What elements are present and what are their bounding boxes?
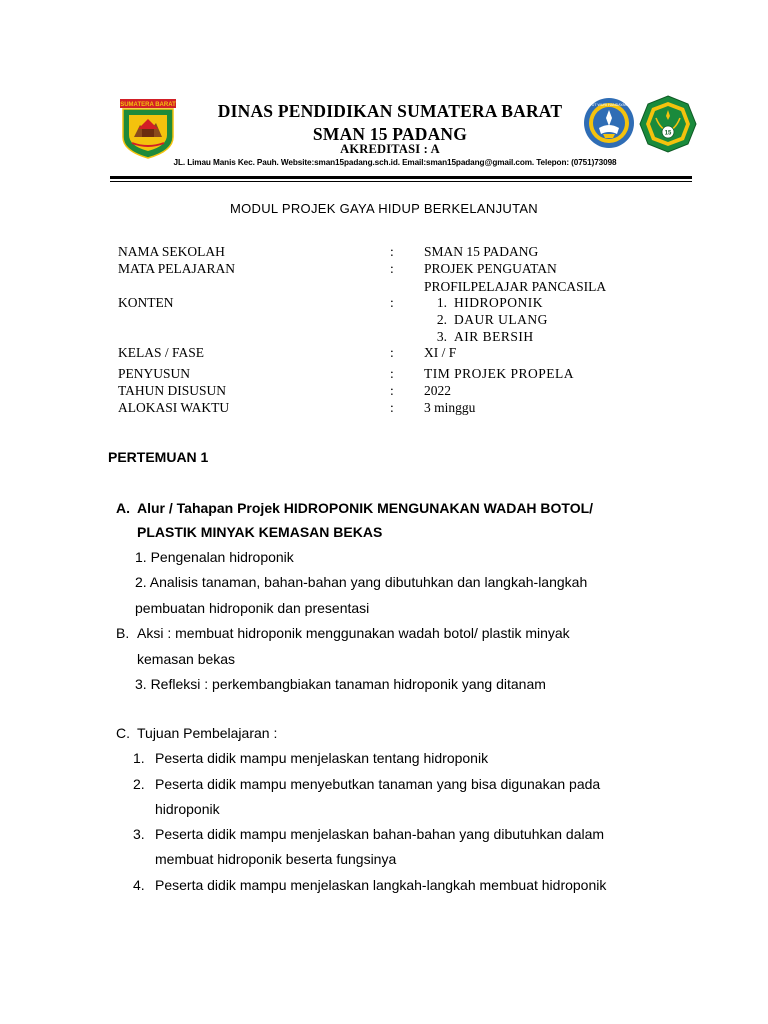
section-b-item: 3. Refleksi : perkembangbiakan tanaman hidroponik yang ditanam [135,676,546,692]
section-a-title-line1: Alur / Tahapan Projek HIDROPONIK MENGUNAKAN WADAH BOTOL/ [137,500,594,516]
section-c-title: Tujuan Pembelajaran : [137,725,278,741]
section-a-item: 2. Analisis tanaman, bahan-bahan yang dibutuhkan dan langkah-langkah [135,574,588,590]
kemenag-number: 15 [664,130,672,137]
objective-text: Peserta didik mampu menyebutkan tanaman yang bisa digunakan pada [155,776,601,792]
content-item-number: 1. [436,295,447,310]
content-item-text: HIDROPONIK [454,295,543,310]
content-item [424,329,534,345]
content-item-text: DAUR ULANG [454,312,548,327]
identity-colon: : [390,366,394,381]
module-title: MODUL PROJEK GAYA HIDUP BERKELANJUTAN [230,201,538,216]
objective-text-cont: membuat hidroponik beserta fungsinya [155,851,397,867]
identity-label: KONTEN [118,295,174,310]
identity-label: NAMA SEKOLAH [118,244,225,259]
identity-value: TIM PROJEK PROPELA [424,366,575,381]
identity-label: TAHUN DISUSUN [118,383,227,398]
identity-colon: : [390,261,394,276]
letterhead-agency: DINAS PENDIDIKAN SUMATERA BARAT [217,101,563,121]
meeting-heading: PERTEMUAN 1 [108,449,209,465]
content-item [424,312,548,328]
section-b-line1: Aksi : membuat hidroponik menggunakan wadah botol/ plastik minyak [137,625,570,641]
identity-label: MATA PELAJARAN [118,261,236,276]
identity-value: 2022 [424,383,451,398]
identity-label: ALOKASI WAKTU [118,400,230,415]
objective-text-cont: hidroponik [155,801,220,817]
identity-value-continued: PROFILPELAJAR PANCASILA [424,279,607,294]
objective-number: 2. [133,776,145,792]
tut-logo-text: TUT WURI HANDAYANI [589,103,629,107]
letterhead-address: JL. Limau Manis Kec. Pauh. Website:sman15padang.sch.id. Email:sman15padang@gmail.com. Telepon: (0751)73098 [173,158,617,167]
section-c-marker: C. [116,725,130,741]
identity-value: XI / F [424,345,457,360]
identity-colon: : [390,295,394,310]
letterhead-accreditation: AKREDITASI : A [340,142,440,156]
identity-colon: : [390,400,394,415]
content-item-number: 3. [436,329,447,344]
letterhead-rule-thick [110,176,692,179]
section-b-marker: B. [116,625,130,641]
identity-colon: : [390,244,394,259]
school-emblem-logo [638,94,698,154]
objective-number: 4. [133,877,145,893]
identity-value: PROJEK PENGUATAN [424,261,557,276]
objective-text: Peserta didik mampu menjelaskan tentang hidroponik [155,750,489,766]
section-b-line2: kemasan bekas [137,651,236,667]
objective-text: Peserta didik mampu menjelaskan langkah-langkah membuat hidroponik [155,877,607,893]
identity-value: SMAN 15 PADANG [424,244,539,259]
identity-colon: : [390,345,394,360]
tut-wuri-handayani-logo [583,96,635,152]
content-item [424,295,543,311]
identity-colon: : [390,383,394,398]
section-a-marker: A. [116,500,130,516]
content-item-number: 2. [436,312,447,327]
letterhead-school: SMAN 15 PADANG [312,124,468,144]
identity-label: KELAS / FASE [118,345,205,360]
section-a-title-line2: PLASTIK MINYAK KEMASAN BEKAS [137,524,383,540]
objective-text: Peserta didik mampu menjelaskan bahan-bahan yang dibutuhkan dalam [155,826,605,842]
letterhead-rule-thin [110,181,692,182]
objective-number: 3. [133,826,145,842]
identity-value: 3 minggu [424,400,476,415]
content-item-text: AIR BERSIH [454,329,534,344]
section-a-item: 1. Pengenalan hidroponik [135,549,294,565]
logo-left-text: SUMATERA BARAT [120,102,176,108]
objective-number: 1. [133,750,145,766]
section-a-item-cont: pembuatan hidroponik dan presentasi [135,600,370,616]
identity-label: PENYUSUN [118,366,191,381]
